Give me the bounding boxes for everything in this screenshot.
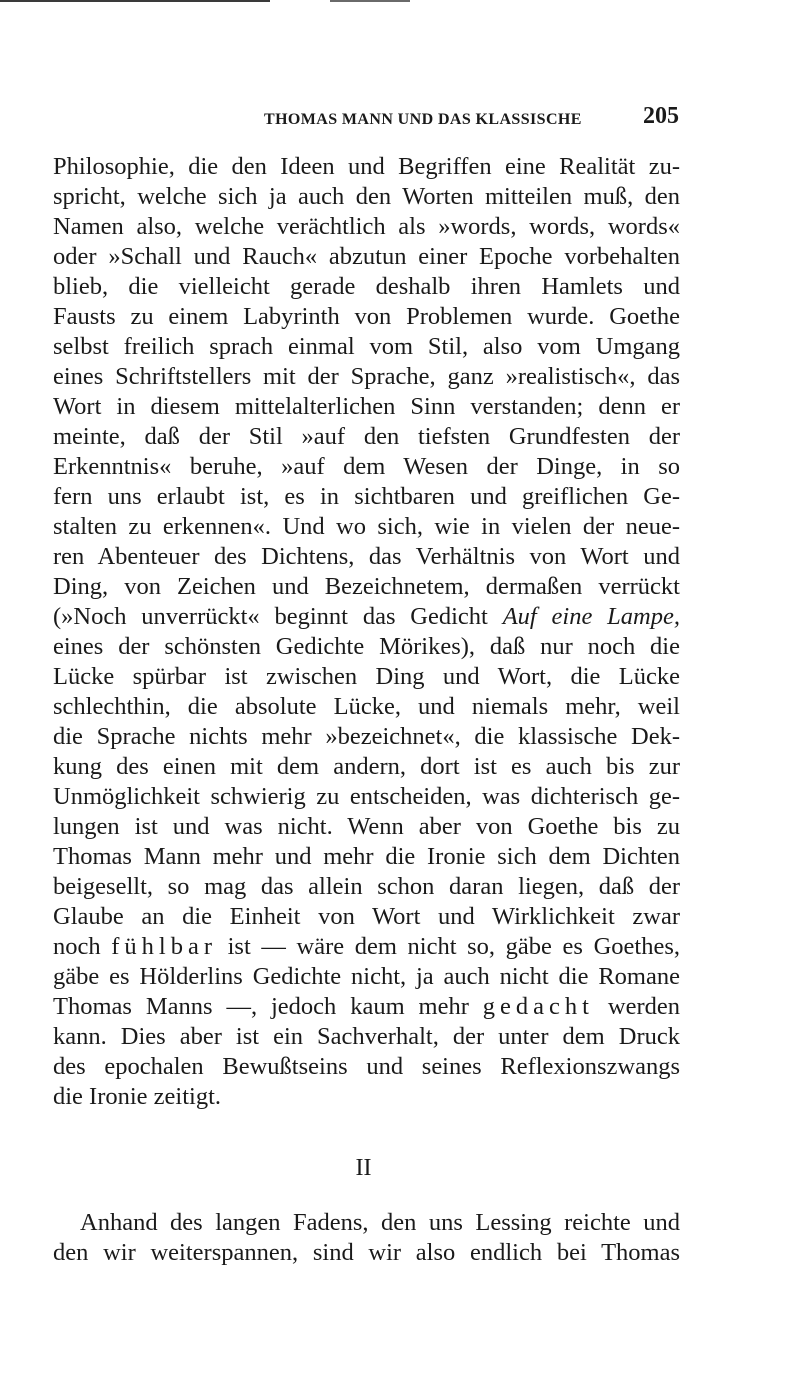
text-segment: Thomas Manns —, jedoch kaum mehr bbox=[53, 993, 483, 1020]
text-line: Unmöglichkeit schwierig zu entscheiden, was dichterisch ge- bbox=[53, 783, 680, 810]
text-line: Wort in diesem mittelalterlichen Sinn verstanden; denn er bbox=[53, 393, 680, 420]
text-line bbox=[53, 992, 680, 1022]
text-segment: noch bbox=[53, 933, 112, 960]
text-line: kann. Dies aber ist ein Sachverhalt, der unter dem Druck bbox=[53, 1023, 680, 1050]
text-line: die Ironie zeitigt. bbox=[53, 1083, 222, 1110]
text-line: des epochalen Bewußtseins und seines Reflexionszwangs bbox=[53, 1053, 680, 1080]
text-line: gäbe es Hölderlins Gedichte nicht, ja auch nicht die Romane bbox=[53, 963, 680, 990]
text-line: selbst freilich sprach einmal vom Stil, also vom Umgang bbox=[53, 333, 680, 360]
text-line: lungen ist und was nicht. Wenn aber von Goethe bis zu bbox=[53, 813, 680, 840]
text-line: beigesellt, so mag das allein schon daran liegen, daß der bbox=[53, 873, 680, 900]
text-line: Lücke spürbar ist zwischen Ding und Wort, die Lücke bbox=[53, 663, 680, 690]
text-segment: (»Noch unverrückt« beginnt das Gedicht bbox=[53, 603, 503, 630]
text-line: Ding, von Zeichen und Bezeichnetem, dermaßen verrückt bbox=[53, 573, 680, 600]
text-line: stalten zu erkennen«. Und wo sich, wie in vielen der neue- bbox=[53, 513, 680, 540]
paragraph-two bbox=[53, 1208, 680, 1268]
text-line: Fausts zu einem Labyrinth von Problemen wurde. Goethe bbox=[53, 303, 680, 330]
text-line bbox=[53, 932, 680, 962]
page-number: 205 bbox=[643, 103, 679, 129]
text-line: oder »Schall und Rauch« abzutun einer Epoche vorbehalten bbox=[53, 243, 680, 270]
text-line: Glaube an die Einheit von Wort und Wirklichkeit zwar bbox=[53, 903, 680, 930]
section-heading: II bbox=[355, 1155, 372, 1181]
running-header bbox=[264, 103, 679, 137]
text-line bbox=[53, 602, 680, 632]
emphasis-spaced: gedacht bbox=[482, 993, 594, 1020]
text-line: Anhand des langen Fadens, den uns Lessing reichte und bbox=[80, 1209, 680, 1236]
text-segment: ist — wäre dem nicht so, gäbe es Goethes, bbox=[217, 933, 680, 960]
text-segment: werden bbox=[593, 993, 680, 1020]
text-line: Philosophie, die den Ideen und Begriffen eine Realität zu- bbox=[53, 153, 680, 180]
poem-title: Auf eine Lampe, bbox=[502, 603, 680, 630]
paragraph-one bbox=[53, 152, 680, 1112]
scan-edge-rule-fragment bbox=[330, 0, 410, 2]
text-line: kung des einen mit dem andern, dort ist es auch bis zur bbox=[53, 753, 680, 780]
text-line: meinte, daß der Stil »auf den tiefsten Grundfesten der bbox=[53, 423, 680, 450]
text-line: die Sprache nichts mehr »bezeichnet«, die klassische Dek- bbox=[53, 723, 680, 750]
text-line: blieb, die vielleicht gerade deshalb ihren Hamlets und bbox=[53, 273, 680, 300]
text-line: Thomas Mann mehr und mehr die Ironie sich dem Dichten bbox=[53, 843, 680, 870]
text-line: fern uns erlaubt ist, es in sichtbaren und greiflichen Ge- bbox=[53, 483, 680, 510]
scan-edge-rule bbox=[0, 0, 270, 2]
text-line: Namen also, welche verächtlich als »words, words, words« bbox=[53, 213, 680, 240]
text-line: Erkenntnis« beruhe, »auf dem Wesen der Dinge, in so bbox=[53, 453, 680, 480]
text-line: schlechthin, die absolute Lücke, und niemals mehr, weil bbox=[53, 693, 680, 720]
running-title: THOMAS MANN UND DAS KLASSISCHE bbox=[264, 111, 582, 128]
text-line: spricht, welche sich ja auch den Worten mitteilen muß, den bbox=[53, 183, 680, 210]
text-line: ren Abenteuer des Dichtens, das Verhältnis von Wort und bbox=[53, 543, 680, 570]
text-line: eines der schönsten Gedichte Mörikes), daß nur noch die bbox=[53, 633, 680, 660]
emphasis-spaced: fühlbar bbox=[111, 933, 217, 960]
text-line: den wir weiterspannen, sind wir also endlich bei Thomas bbox=[53, 1239, 680, 1266]
text-line: eines Schriftstellers mit der Sprache, ganz »realistisch«, das bbox=[53, 363, 680, 390]
